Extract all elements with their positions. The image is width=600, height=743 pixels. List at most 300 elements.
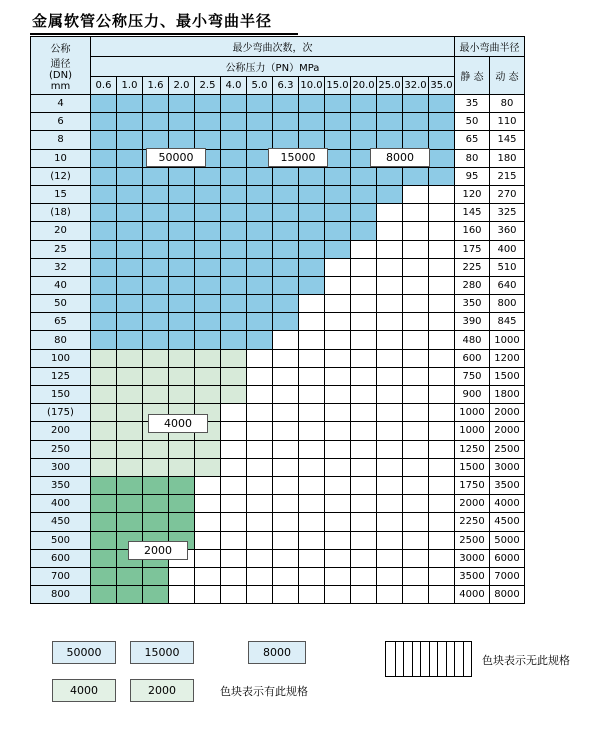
spec-cell: [377, 458, 403, 476]
spec-cell: [299, 531, 325, 549]
spec-cell: [429, 386, 455, 404]
spec-cell: [91, 567, 117, 585]
pn-value-header-5: 4.0: [221, 77, 247, 95]
dn-header-line-4: mm: [50, 80, 71, 92]
spec-cell: [299, 95, 325, 113]
spec-cell: [143, 495, 169, 513]
spec-cell: [429, 495, 455, 513]
spec-cell: [169, 113, 195, 131]
spec-cell: [195, 131, 221, 149]
table-row: [31, 404, 525, 422]
spec-cell: [273, 367, 299, 385]
spec-cell: [143, 113, 169, 131]
pn-value-header-12: 32.0: [403, 77, 429, 95]
spec-cell: [403, 567, 429, 585]
pn-value-header-9: 15.0: [325, 77, 351, 95]
spec-cell: [169, 476, 195, 494]
spec-cell: [247, 458, 273, 476]
dn-cell: 25: [31, 240, 91, 258]
dn-header-cell: [31, 37, 91, 95]
spec-cell: [91, 149, 117, 167]
table-row: [31, 422, 525, 440]
radius-static-cell: 4000: [455, 586, 490, 604]
spec-cell: [91, 331, 117, 349]
spec-cell: [325, 185, 351, 203]
spec-cell: [273, 167, 299, 185]
spec-cell: [325, 295, 351, 313]
legend-color-note: 色块表示有此规格: [220, 685, 308, 698]
hatch-line: [446, 642, 447, 676]
spec-cell: [299, 240, 325, 258]
header-row-2: [31, 57, 525, 77]
spec-cell: [377, 185, 403, 203]
spec-cell: [429, 367, 455, 385]
spec-cell: [403, 131, 429, 149]
spec-cell: [117, 113, 143, 131]
spec-cell: [377, 258, 403, 276]
spec-cell: [195, 222, 221, 240]
dn-cell: 200: [31, 422, 91, 440]
radius-dynamic-cell: 80: [490, 95, 525, 113]
spec-cell: [221, 567, 247, 585]
spec-cell: [429, 295, 455, 313]
spec-cell: [429, 167, 455, 185]
spec-cell: [299, 222, 325, 240]
spec-cell: [299, 313, 325, 331]
spec-cell: [325, 167, 351, 185]
spec-cell: [299, 276, 325, 294]
spec-cell: [91, 240, 117, 258]
legend-hatch-note: 色块表示无此规格: [482, 654, 570, 667]
overlay-label-4000: 4000: [148, 414, 208, 433]
spec-cell: [351, 513, 377, 531]
dn-cell: 80: [31, 331, 91, 349]
spec-cell: [117, 404, 143, 422]
dn-cell: 6: [31, 113, 91, 131]
spec-cell: [169, 258, 195, 276]
spec-cell: [351, 367, 377, 385]
spec-cell: [169, 204, 195, 222]
spec-cell: [169, 440, 195, 458]
hatch-line: [454, 642, 455, 676]
dn-cell: (12): [31, 167, 91, 185]
spec-cell: [195, 349, 221, 367]
spec-cell: [377, 95, 403, 113]
spec-cell: [377, 404, 403, 422]
spec-cell: [117, 331, 143, 349]
spec-cell: [325, 476, 351, 494]
radius-static-cell: 160: [455, 222, 490, 240]
spec-cell: [299, 113, 325, 131]
radius-dynamic-cell: 400: [490, 240, 525, 258]
table-row: [31, 258, 525, 276]
spec-cell: [169, 386, 195, 404]
legend-item-4000: 4000: [52, 679, 116, 702]
spec-cell: [195, 367, 221, 385]
radius-dynamic-header: 动 态: [490, 57, 525, 95]
table-row: [31, 131, 525, 149]
spec-cell: [273, 240, 299, 258]
spec-cell: [221, 495, 247, 513]
dn-header-line-2: 通径: [50, 58, 71, 70]
hatch-line: [463, 642, 464, 676]
spec-cell: [143, 586, 169, 604]
spec-cell: [403, 349, 429, 367]
dn-cell: 100: [31, 349, 91, 367]
spec-cell: [247, 440, 273, 458]
radius-dynamic-cell: 3500: [490, 476, 525, 494]
spec-cell: [299, 440, 325, 458]
spec-cell: [247, 513, 273, 531]
spec-cell: [221, 440, 247, 458]
spec-cell: [299, 367, 325, 385]
spec-cell: [299, 258, 325, 276]
spec-cell: [351, 422, 377, 440]
spec-cell: [91, 586, 117, 604]
radius-static-cell: 80: [455, 149, 490, 167]
spec-cell: [247, 167, 273, 185]
table-row: [31, 331, 525, 349]
spec-cell: [91, 185, 117, 203]
spec-cell: [403, 513, 429, 531]
spec-cell: [351, 386, 377, 404]
table-row: [31, 222, 525, 240]
spec-cell: [351, 476, 377, 494]
spec-cell: [143, 131, 169, 149]
table-row: [31, 531, 525, 549]
spec-cell: [91, 131, 117, 149]
radius-dynamic-cell: 845: [490, 313, 525, 331]
spec-cell: [221, 240, 247, 258]
spec-cell: [221, 95, 247, 113]
spec-cell: [273, 404, 299, 422]
dn-cell: 125: [31, 367, 91, 385]
radius-static-cell: 65: [455, 131, 490, 149]
spec-cell: [403, 495, 429, 513]
spec-cell: [221, 149, 247, 167]
spec-cell: [403, 276, 429, 294]
spec-cell: [429, 331, 455, 349]
spec-cell: [351, 531, 377, 549]
pn-value-header-1: 1.0: [117, 77, 143, 95]
pn-value-header-2: 1.6: [143, 77, 169, 95]
spec-cell: [429, 476, 455, 494]
spec-cell: [403, 258, 429, 276]
spec-cell: [299, 349, 325, 367]
header-row-1: [31, 37, 525, 57]
spec-cell: [91, 495, 117, 513]
spec-cell: [143, 313, 169, 331]
spec-cell: [325, 367, 351, 385]
spec-cell: [299, 185, 325, 203]
hatch-line: [437, 642, 438, 676]
dn-cell: 8: [31, 131, 91, 149]
spec-cell: [403, 549, 429, 567]
table-body: [31, 95, 525, 604]
spec-cell: [91, 95, 117, 113]
spec-cell: [429, 531, 455, 549]
radius-static-cell: 145: [455, 204, 490, 222]
radius-dynamic-cell: 8000: [490, 586, 525, 604]
spec-cell: [117, 476, 143, 494]
spec-cell: [195, 167, 221, 185]
legend-item-15000: 15000: [130, 641, 194, 664]
spec-cell: [273, 458, 299, 476]
spec-cell: [351, 404, 377, 422]
spec-cell: [91, 367, 117, 385]
spec-cell: [195, 185, 221, 203]
spec-cell: [221, 586, 247, 604]
spec-cell: [273, 586, 299, 604]
radius-dynamic-cell: 110: [490, 113, 525, 131]
spec-cell: [91, 476, 117, 494]
spec-cell: [403, 458, 429, 476]
spec-cell: [273, 476, 299, 494]
spec-cell: [403, 295, 429, 313]
spec-cell: [143, 95, 169, 113]
spec-cell: [117, 276, 143, 294]
spec-cell: [351, 167, 377, 185]
spec-cell: [143, 240, 169, 258]
spec-cell: [221, 204, 247, 222]
spec-cell: [169, 313, 195, 331]
dn-cell: 50: [31, 295, 91, 313]
table-row: [31, 240, 525, 258]
spec-cell: [91, 349, 117, 367]
table-row: [31, 458, 525, 476]
spec-table-container: [30, 36, 525, 604]
spec-cell: [117, 386, 143, 404]
table-row: [31, 495, 525, 513]
table-row: [31, 549, 525, 567]
spec-cell: [247, 531, 273, 549]
spec-cell: [299, 131, 325, 149]
spec-cell: [91, 313, 117, 331]
spec-cell: [169, 222, 195, 240]
radius-static-cell: 2250: [455, 513, 490, 531]
radius-dynamic-cell: 1500: [490, 367, 525, 385]
spec-cell: [403, 386, 429, 404]
hatch-line: [403, 642, 404, 676]
pn-value-header-4: 2.5: [195, 77, 221, 95]
spec-cell: [377, 513, 403, 531]
legend-item-8000: 8000: [248, 641, 306, 664]
radius-static-cell: 350: [455, 295, 490, 313]
spec-cell: [377, 586, 403, 604]
radius-dynamic-cell: 1200: [490, 349, 525, 367]
spec-cell: [325, 513, 351, 531]
dn-cell: 250: [31, 440, 91, 458]
dn-cell: 4: [31, 95, 91, 113]
spec-cell: [143, 276, 169, 294]
dn-cell: 300: [31, 458, 91, 476]
spec-cell: [195, 386, 221, 404]
spec-cell: [143, 331, 169, 349]
radius-dynamic-cell: 215: [490, 167, 525, 185]
spec-cell: [325, 331, 351, 349]
spec-cell: [429, 549, 455, 567]
spec-cell: [377, 113, 403, 131]
radius-dynamic-cell: 800: [490, 295, 525, 313]
spec-cell: [325, 495, 351, 513]
spec-cell: [143, 295, 169, 313]
spec-cell: [351, 131, 377, 149]
radius-dynamic-cell: 2000: [490, 404, 525, 422]
bend-count-header: 最少弯曲次数，次: [91, 37, 455, 57]
radius-static-cell: 2000: [455, 495, 490, 513]
dn-cell: 65: [31, 313, 91, 331]
spec-cell: [273, 204, 299, 222]
radius-dynamic-cell: 145: [490, 131, 525, 149]
spec-cell: [299, 167, 325, 185]
page-title: 金属软管公称压力、最小弯曲半径: [32, 12, 273, 30]
pn-value-header-3: 2.0: [169, 77, 195, 95]
spec-cell: [117, 167, 143, 185]
spec-cell: [377, 204, 403, 222]
spec-cell: [117, 131, 143, 149]
legend-hatch-swatch: [385, 641, 472, 677]
spec-cell: [169, 349, 195, 367]
table-row: [31, 586, 525, 604]
spec-cell: [325, 531, 351, 549]
spec-cell: [325, 95, 351, 113]
spec-cell: [247, 404, 273, 422]
spec-cell: [351, 185, 377, 203]
spec-cell: [91, 549, 117, 567]
spec-cell: [247, 313, 273, 331]
radius-static-cell: 1250: [455, 440, 490, 458]
spec-cell: [143, 476, 169, 494]
spec-cell: [429, 313, 455, 331]
table-row: [31, 476, 525, 494]
radius-static-header: 静 态: [455, 57, 490, 95]
table-row: [31, 276, 525, 294]
spec-cell: [377, 349, 403, 367]
spec-cell: [403, 240, 429, 258]
spec-cell: [195, 531, 221, 549]
spec-cell: [91, 386, 117, 404]
spec-cell: [429, 513, 455, 531]
spec-cell: [247, 113, 273, 131]
pn-value-header-10: 20.0: [351, 77, 377, 95]
spec-cell: [117, 222, 143, 240]
spec-cell: [429, 567, 455, 585]
spec-cell: [351, 313, 377, 331]
spec-cell: [429, 258, 455, 276]
spec-cell: [195, 240, 221, 258]
spec-cell: [377, 131, 403, 149]
spec-cell: [195, 313, 221, 331]
spec-cell: [117, 567, 143, 585]
spec-cell: [325, 240, 351, 258]
spec-cell: [117, 349, 143, 367]
spec-cell: [221, 295, 247, 313]
dn-cell: 450: [31, 513, 91, 531]
spec-cell: [403, 586, 429, 604]
spec-cell: [273, 495, 299, 513]
spec-cell: [169, 495, 195, 513]
spec-cell: [299, 295, 325, 313]
overlay-label-15000: 15000: [268, 148, 328, 167]
spec-cell: [247, 258, 273, 276]
dn-cell: 15: [31, 185, 91, 203]
spec-cell: [143, 258, 169, 276]
dn-cell: 32: [31, 258, 91, 276]
spec-cell: [351, 95, 377, 113]
table-row: [31, 349, 525, 367]
spec-cell: [273, 440, 299, 458]
radius-dynamic-cell: 5000: [490, 531, 525, 549]
spec-cell: [325, 549, 351, 567]
dn-cell: 500: [31, 531, 91, 549]
spec-cell: [377, 222, 403, 240]
spec-cell: [377, 367, 403, 385]
spec-cell: [351, 495, 377, 513]
spec-cell: [195, 440, 221, 458]
radius-static-cell: 35: [455, 95, 490, 113]
radius-static-cell: 480: [455, 331, 490, 349]
dn-cell: 20: [31, 222, 91, 240]
spec-cell: [195, 476, 221, 494]
spec-cell: [247, 204, 273, 222]
spec-cell: [351, 586, 377, 604]
spec-cell: [221, 331, 247, 349]
spec-cell: [377, 386, 403, 404]
spec-cell: [273, 113, 299, 131]
spec-cell: [273, 295, 299, 313]
spec-cell: [351, 276, 377, 294]
radius-dynamic-cell: 2500: [490, 440, 525, 458]
spec-cell: [247, 476, 273, 494]
table-row: [31, 367, 525, 385]
spec-cell: [91, 458, 117, 476]
spec-cell: [247, 185, 273, 203]
spec-cell: [299, 404, 325, 422]
dn-cell: 700: [31, 567, 91, 585]
spec-cell: [221, 476, 247, 494]
radius-static-cell: 3000: [455, 549, 490, 567]
spec-cell: [325, 313, 351, 331]
radius-static-cell: 120: [455, 185, 490, 203]
spec-cell: [403, 531, 429, 549]
spec-cell: [325, 440, 351, 458]
radius-static-cell: 1000: [455, 404, 490, 422]
radius-dynamic-cell: 640: [490, 276, 525, 294]
hatch-line: [420, 642, 421, 676]
radius-dynamic-cell: 180: [490, 149, 525, 167]
spec-cell: [429, 131, 455, 149]
spec-cell: [91, 276, 117, 294]
spec-cell: [273, 95, 299, 113]
spec-cell: [325, 404, 351, 422]
dn-header-line-3: (DN): [49, 69, 72, 81]
spec-cell: [143, 349, 169, 367]
radius-dynamic-cell: 270: [490, 185, 525, 203]
spec-cell: [429, 204, 455, 222]
spec-cell: [403, 95, 429, 113]
spec-cell: [429, 240, 455, 258]
dn-cell: 40: [31, 276, 91, 294]
spec-cell: [429, 458, 455, 476]
radius-static-cell: 3500: [455, 567, 490, 585]
spec-cell: [143, 367, 169, 385]
table-row: [31, 113, 525, 131]
table-header: [31, 37, 525, 95]
radius-static-cell: 50: [455, 113, 490, 131]
spec-cell: [195, 458, 221, 476]
spec-cell: [117, 185, 143, 203]
spec-cell: [247, 349, 273, 367]
